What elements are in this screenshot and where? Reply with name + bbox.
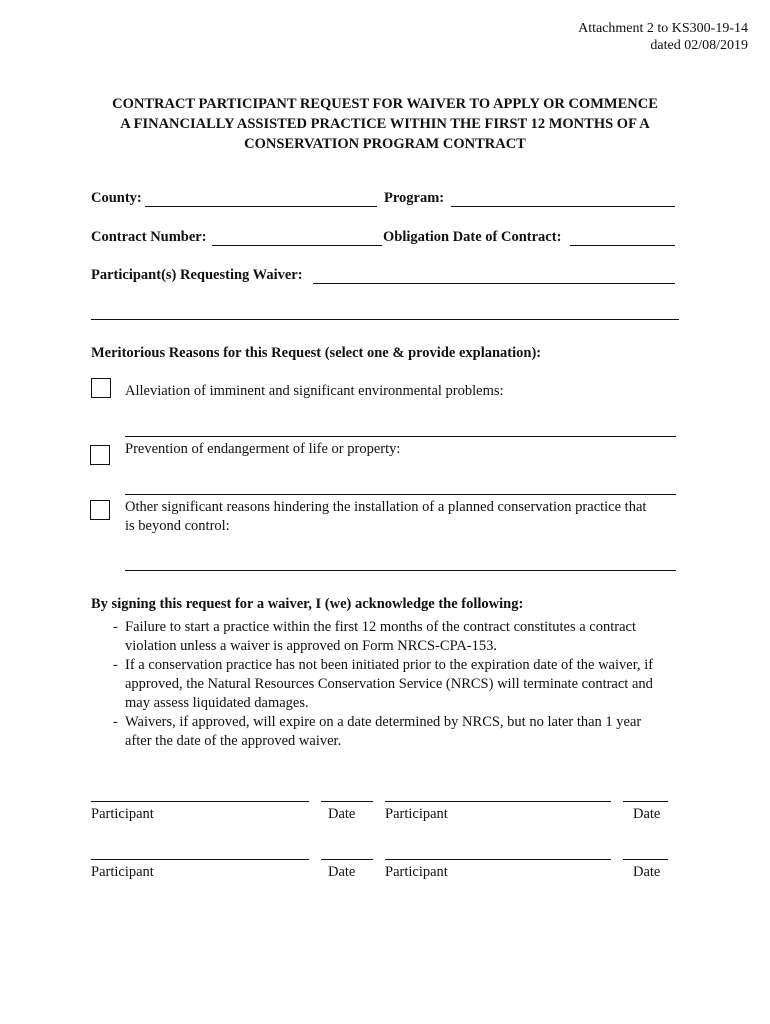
participant-label-1: Participant	[91, 806, 154, 822]
title-line-1: CONTRACT PARTICIPANT REQUEST FOR WAIVER TO APPLY OR COMMENCE	[112, 96, 658, 112]
contract-number-label: Contract Number:	[91, 229, 207, 245]
acknowledge-list	[113, 618, 693, 751]
attachment-reference	[578, 20, 748, 54]
participant-date-4[interactable]	[623, 843, 668, 860]
obligation-date-field[interactable]	[570, 229, 675, 246]
contract-number-field[interactable]	[212, 229, 382, 246]
participant-signature-3[interactable]	[91, 843, 309, 860]
reasons-heading: Meritorious Reasons for this Request (select one & provide explanation):	[91, 345, 542, 361]
program-label: Program:	[384, 190, 445, 206]
form-title	[60, 94, 710, 154]
obligation-date-label: Obligation Date of Contract:	[383, 229, 562, 245]
participants-label: Participant(s) Requesting Waiver:	[91, 267, 303, 283]
participant-label-2: Participant	[385, 806, 448, 822]
date-label-4: Date	[633, 864, 661, 880]
acknowledge-item-2-line-2: approved, the Natural Resources Conservation Service (NRCS) will terminate contract and	[125, 676, 653, 692]
attachment-number: Attachment 2 to KS300-19-14	[578, 21, 748, 36]
other-reasons-line-2: is beyond control:	[125, 518, 230, 534]
endangerment-label: Prevention of endangerment of life or property:	[125, 441, 401, 457]
participants-field-continued[interactable]	[91, 303, 679, 320]
date-label-1: Date	[328, 806, 356, 822]
other-reasons-explanation[interactable]	[125, 554, 676, 571]
county-label: County:	[91, 190, 142, 206]
participants-field[interactable]	[313, 267, 675, 284]
other-reasons-label	[125, 498, 685, 536]
acknowledge-item-3-line-2: after the date of the approved waiver.	[125, 733, 342, 749]
acknowledge-item-1	[113, 618, 693, 656]
acknowledge-item-3	[113, 713, 693, 751]
title-line-3: CONSERVATION PROGRAM CONTRACT	[244, 136, 526, 152]
program-field[interactable]	[451, 190, 675, 207]
participant-date-3[interactable]	[321, 843, 373, 860]
participant-signature-4[interactable]	[385, 843, 611, 860]
endangerment-explanation[interactable]	[125, 478, 676, 495]
acknowledge-item-2-line-3: may assess liquidated damages.	[125, 695, 309, 711]
participant-signature-1[interactable]	[91, 785, 309, 802]
acknowledge-heading: By signing this request for a waiver, I (we) acknowledge the following:	[91, 596, 524, 612]
participant-signature-2[interactable]	[385, 785, 611, 802]
date-label-3: Date	[328, 864, 356, 880]
attachment-date: dated 02/08/2019	[650, 38, 748, 53]
county-field[interactable]	[145, 190, 377, 207]
environmental-problems-checkbox[interactable]	[91, 378, 111, 398]
acknowledge-item-2-line-1: - If a conservation practice has not been initiated prior to the expiration date of the waiver, if	[125, 657, 654, 673]
date-label-2: Date	[633, 806, 661, 822]
endangerment-checkbox[interactable]	[90, 445, 110, 465]
other-reasons-checkbox[interactable]	[90, 500, 110, 520]
environmental-problems-label: Alleviation of imminent and significant environmental problems:	[125, 383, 504, 399]
title-line-2: A FINANCIALLY ASSISTED PRACTICE WITHIN THE FIRST 12 MONTHS OF A	[120, 116, 650, 132]
acknowledge-item-1-line-1: - Failure to start a practice within the first 12 months of the contract constitutes a contract	[125, 619, 636, 635]
environmental-problems-explanation[interactable]	[125, 420, 676, 437]
acknowledge-item-2	[113, 656, 693, 713]
participant-date-2[interactable]	[623, 785, 668, 802]
acknowledge-item-3-line-1: - Waivers, if approved, will expire on a date determined by NRCS, but no later than 1 year	[125, 714, 642, 730]
participant-label-3: Participant	[91, 864, 154, 880]
acknowledge-item-1-line-2: violation unless a waiver is approved on Form NRCS-CPA-153.	[125, 638, 498, 654]
other-reasons-line-1: Other significant reasons hindering the installation of a planned conservation practice that	[125, 499, 647, 515]
participant-date-1[interactable]	[321, 785, 373, 802]
participant-label-4: Participant	[385, 864, 448, 880]
